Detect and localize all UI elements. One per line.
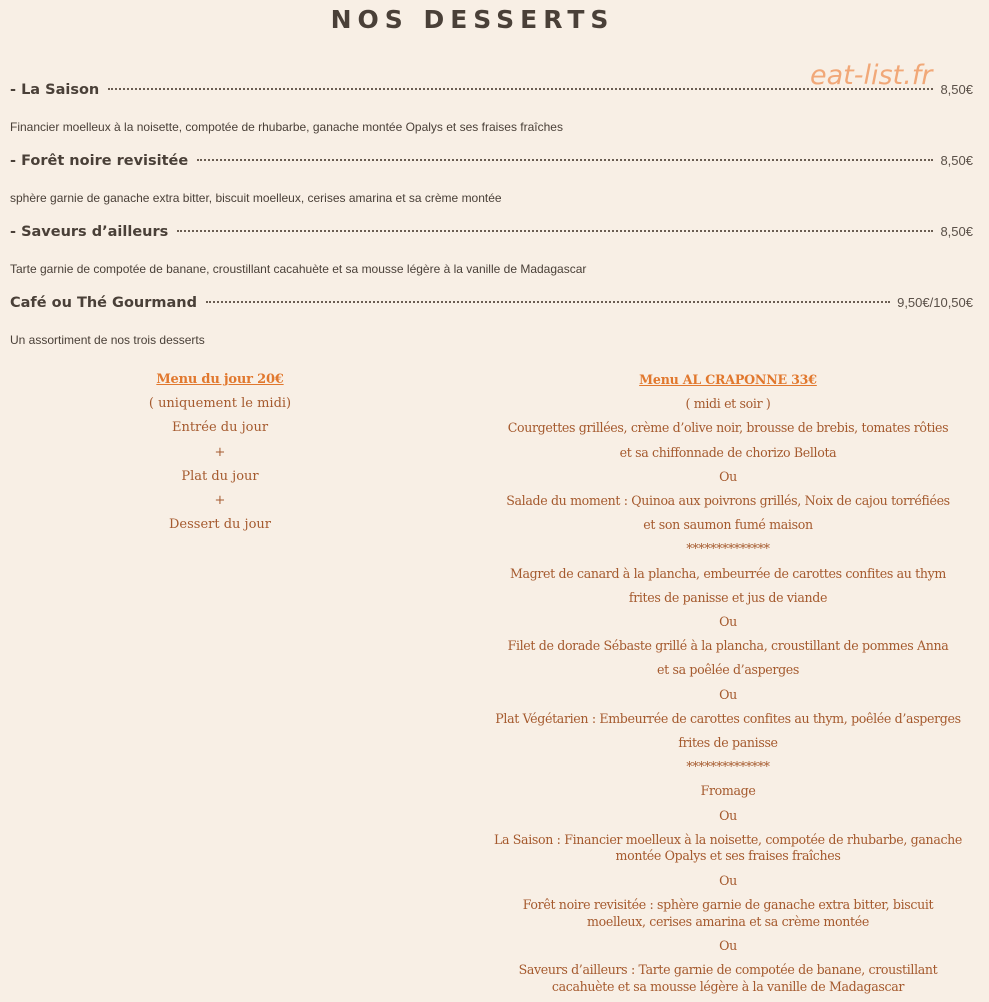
watermark-logo: eat-list.fr — [810, 60, 933, 91]
dessert-description: sphère garnie de ganache extra bitter, biscuit moelleux, cerises amarina et sa crème montée — [10, 191, 502, 205]
menu-line: + — [214, 493, 226, 509]
dessert-header — [10, 224, 973, 252]
menu-line: Ou — [719, 468, 737, 484]
menu-line: Ou — [719, 872, 737, 888]
menu-line: cacahuète et sa mousse légère à la vanille de Madagascar — [551, 978, 905, 994]
menu-line: Magret de canard à la plancha, embeurrée de carottes confites au thym — [509, 565, 947, 581]
dotted-leader — [177, 230, 933, 232]
menu-line: moelleux, cerises amarina et sa crème montée — [587, 913, 869, 929]
menu-line: Courgettes grillées, crème d’olive noir, brousse de brebis, tomates rôties — [507, 420, 949, 436]
menu-line: La Saison : Financier moelleux à la noisette, compotée de rhubarbe, ganache — [493, 831, 963, 847]
menu-craponne-title: Menu AL CRAPONNE 33€ — [639, 372, 817, 387]
menu-separator: ************** — [686, 541, 770, 557]
dessert-header — [10, 295, 973, 323]
menu-line: Salade du moment : Quinoa aux poivrons grillés, Noix de cajou torréfiées — [506, 493, 950, 509]
dessert-header — [10, 153, 973, 181]
dessert-description: Un assortiment de nos trois desserts — [10, 333, 205, 347]
dessert-price: 8,50€ — [940, 224, 973, 239]
dessert-description: Tarte garnie de compotée de banane, croustillant cacahuète et sa mousse légère à la vanille de Madagascar — [10, 262, 587, 276]
dessert-item — [10, 153, 973, 224]
dessert-name: - La Saison — [10, 82, 100, 98]
dessert-list — [10, 82, 973, 366]
menu-line: ( uniquement le midi) — [148, 396, 292, 412]
menu-line: Ou — [719, 938, 737, 954]
dotted-leader — [206, 301, 890, 303]
dotted-leader — [197, 159, 933, 161]
menu-du-jour-title: Menu du jour 20€ — [156, 372, 284, 387]
menu-al-craponne — [478, 368, 978, 999]
dessert-item — [10, 224, 973, 295]
menu-line: montée Opalys et ses fraises fraîches — [615, 848, 841, 864]
menu-line: Ou — [719, 614, 737, 630]
dessert-name: Café ou Thé Gourmand — [10, 295, 197, 311]
menu-line: Entrée du jour — [171, 420, 269, 436]
menu-line: et son saumon fumé maison — [643, 517, 813, 533]
menu-line: et sa poêlée d’asperges — [656, 662, 800, 678]
menu-line: Saveurs d’ailleurs : Tarte garnie de compotée de banane, croustillant — [518, 962, 938, 978]
dessert-price: 9,50€/10,50€ — [897, 295, 973, 310]
menu-line: frites de panisse et jus de viande — [628, 589, 828, 605]
menu-line: Plat du jour — [181, 468, 259, 484]
menu-line-block — [478, 893, 978, 934]
dessert-price: 8,50€ — [940, 153, 973, 168]
menu-line: et sa chiffonnade de chorizo Bellota — [619, 444, 837, 460]
dessert-description: Financier moelleux à la noisette, compotée de rhubarbe, ganache montée Opalys et ses fraises fraîches — [10, 120, 563, 134]
menu-du-jour — [120, 368, 320, 537]
menu-line: ( midi et soir ) — [685, 396, 771, 412]
menu-line-block — [478, 958, 978, 999]
dotted-leader — [108, 88, 933, 90]
menu-line-block — [478, 828, 978, 869]
dessert-item — [10, 295, 973, 366]
dessert-item — [10, 82, 973, 153]
dessert-header — [10, 82, 973, 110]
menu-line: + — [214, 444, 226, 460]
menu-line: frites de panisse — [678, 735, 778, 751]
menu-line: Plat Végétarien : Embeurrée de carottes confites au thym, poêlée d’asperges — [495, 710, 961, 726]
page-title: NOS DESSERTS — [330, 5, 615, 34]
menu-line: Dessert du jour — [169, 517, 271, 533]
menu-line: Fromage — [700, 783, 756, 799]
menu-line: Forêt noire revisitée : sphère garnie de ganache extra bitter, biscuit — [522, 897, 934, 913]
dessert-name: - Forêt noire revisitée — [10, 153, 189, 169]
menu-line: Ou — [719, 686, 737, 702]
menu-line: Ou — [719, 807, 737, 823]
menu-line: Filet de dorade Sébaste grillé à la plancha, croustillant de pommes Anna — [507, 638, 949, 654]
menu-separator: ************** — [686, 759, 770, 775]
dessert-name: - Saveurs d’ailleurs — [10, 224, 169, 240]
dessert-price: 8,50€ — [940, 82, 973, 97]
